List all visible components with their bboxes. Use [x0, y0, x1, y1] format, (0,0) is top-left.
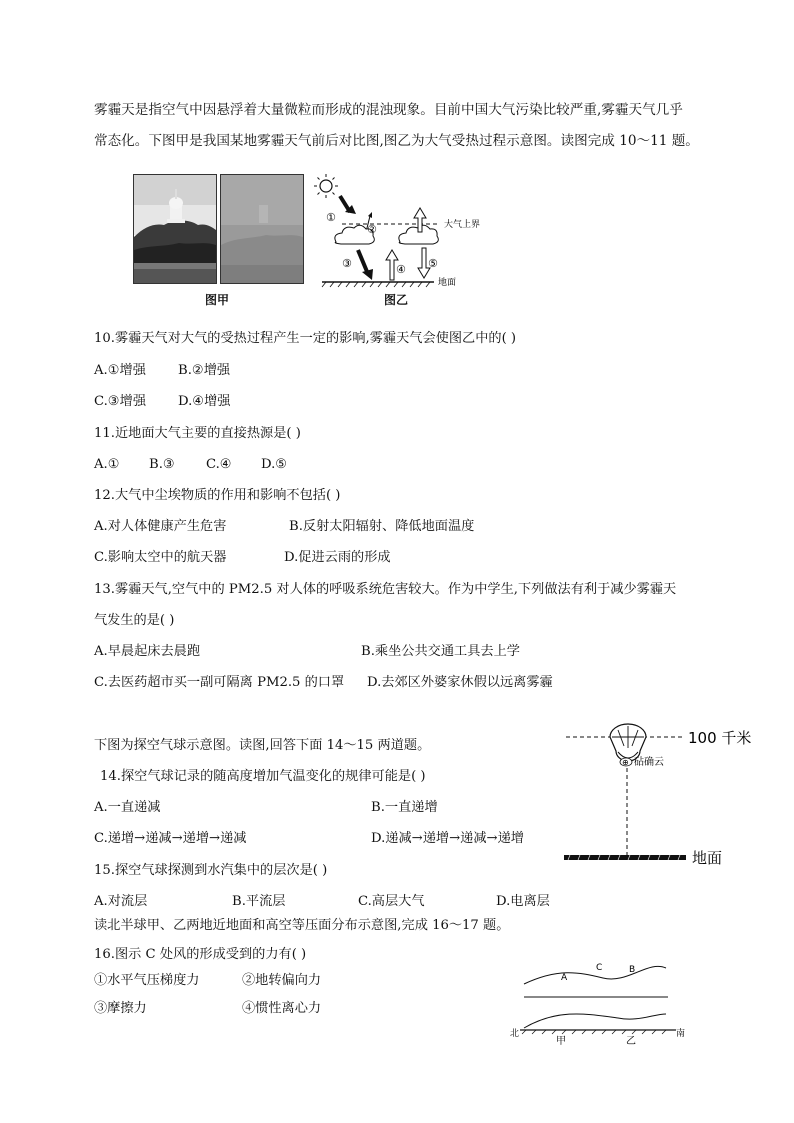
q13-option-a: A.早晨起床去晨跑 [94, 644, 201, 659]
mark-3: ③ [342, 257, 352, 270]
q14-option-d: D.递减→递增→递减→递增 [371, 831, 524, 846]
q12-option-c: C.影响太空中的航天器 [94, 550, 227, 565]
q12-option-d: D.促进云雨的形成 [284, 550, 391, 565]
q15-option-d: D.电离层 [496, 894, 550, 909]
label-a: A [561, 973, 568, 983]
q15-option-a: A.对流层 [94, 894, 148, 909]
q13-option-c: C.去医药超市买一副可隔离 PM2.5 的口罩 [94, 675, 345, 690]
label-south: 南 [676, 1029, 686, 1039]
q10-option-b: B.②增强 [178, 363, 231, 378]
sounding-balloon-diagram [560, 722, 760, 872]
q16-option-3: ③摩擦力 [94, 1001, 147, 1016]
q10-option-c: C.③增强 [94, 394, 147, 409]
sun-icon [314, 174, 338, 198]
mark-2: ② [367, 223, 377, 236]
q12-option-a: A.对人体健康产生危害 [94, 519, 227, 534]
haze-photo-before [133, 174, 217, 284]
label-ground-2: 地面 [692, 849, 723, 867]
q11-option-b: B.③ [149, 457, 175, 472]
q13-option-b: B.乘坐公共交通工具去上学 [361, 644, 520, 659]
q16-option-4: ④惯性离心力 [242, 1001, 322, 1016]
q14-option-c: C.递增→递减→递增→递减 [94, 831, 247, 846]
q10-option-d: D.④增强 [178, 394, 231, 409]
q16-intro: 读北半球甲、乙两地近地面和高空等压面分布示意图,完成 16～17 题。 [94, 918, 510, 933]
q14-option-b: B.一直递增 [371, 800, 438, 815]
q16-option-2: ②地转偏向力 [242, 973, 322, 988]
question-15-stem: 15.探空气球探测到水汽集中的层次是( ) [94, 863, 328, 878]
label-yi: 乙 [626, 1036, 636, 1047]
question-14-stem: 14.探空气球记录的随高度增加气温变化的规律可能是( ) [100, 769, 426, 784]
label-100km: 100 千米 [688, 729, 752, 747]
haze-photo-after [220, 174, 304, 284]
balloon-intro: 下图为探空气球示意图。读图,回答下面 14～15 两道题。 [94, 738, 431, 753]
question-13-stem-1: 13.雾霾天气,空气中的 PM2.5 对人体的呼吸系统危害较大。作为中学生,下列做法有利于减少雾霾天 [94, 582, 677, 597]
intro-line-2: 常态化。下图甲是我国某地雾霾天气前后对比图,图乙为大气受热过程示意图。读图完成 10～11 题。 [94, 133, 699, 149]
label-ground: 地面 [438, 278, 457, 288]
q11-option-a: A.① [94, 457, 120, 472]
q16-option-1: ①水平气压梯度力 [94, 973, 200, 988]
label-b: B [629, 965, 636, 975]
caption-figure-b: 图乙 [384, 293, 409, 307]
q12-option-b: B.反射太阳辐射、降低地面温度 [289, 519, 475, 534]
question-11-stem: 11.近地面大气主要的直接热源是( ) [94, 426, 301, 441]
label-c: C [596, 963, 603, 973]
svg-text:⊕: ⊕ [622, 758, 629, 767]
intro-line-1: 雾霾天是指空气中因悬浮着大量微粒而形成的混浊现象。目前中国大气污染比较严重,雾霾天气几乎 [94, 102, 683, 118]
label-north: 北 [510, 1029, 520, 1039]
q11-option-c: C.④ [206, 457, 232, 472]
caption-figure-a: 图甲 [205, 293, 230, 307]
mark-5: ⑤ [428, 257, 438, 270]
mark-4: ④ [396, 263, 406, 276]
atmosphere-heating-diagram [312, 172, 492, 292]
isobaric-surface-diagram [508, 958, 698, 1048]
q15-option-b: B.平流层 [232, 894, 286, 909]
question-16-stem: 16.图示 C 处风的形成受到的力有( ) [94, 947, 307, 962]
label-jia: 甲 [556, 1036, 566, 1047]
question-13-stem-2: 气发生的是( ) [94, 613, 175, 628]
label-upper-boundary: 大气上界 [444, 220, 481, 230]
q15-option-c: C.高层大气 [358, 894, 425, 909]
question-12-stem: 12.大气中尘埃物质的作用和影响不包括( ) [94, 488, 341, 503]
label-cloud: 砧确云 [634, 757, 664, 768]
q10-option-a: A.①增强 [94, 363, 146, 378]
question-10-stem: 10.雾霾天气对大气的受热过程产生一定的影响,雾霾天气会使图乙中的( ) [94, 331, 517, 346]
mark-1: ① [326, 211, 336, 224]
q11-option-d: D.⑤ [261, 457, 288, 472]
q14-option-a: A.一直递减 [94, 800, 161, 815]
q13-option-d: D.去郊区外婆家休假以远离雾霾 [367, 675, 553, 690]
